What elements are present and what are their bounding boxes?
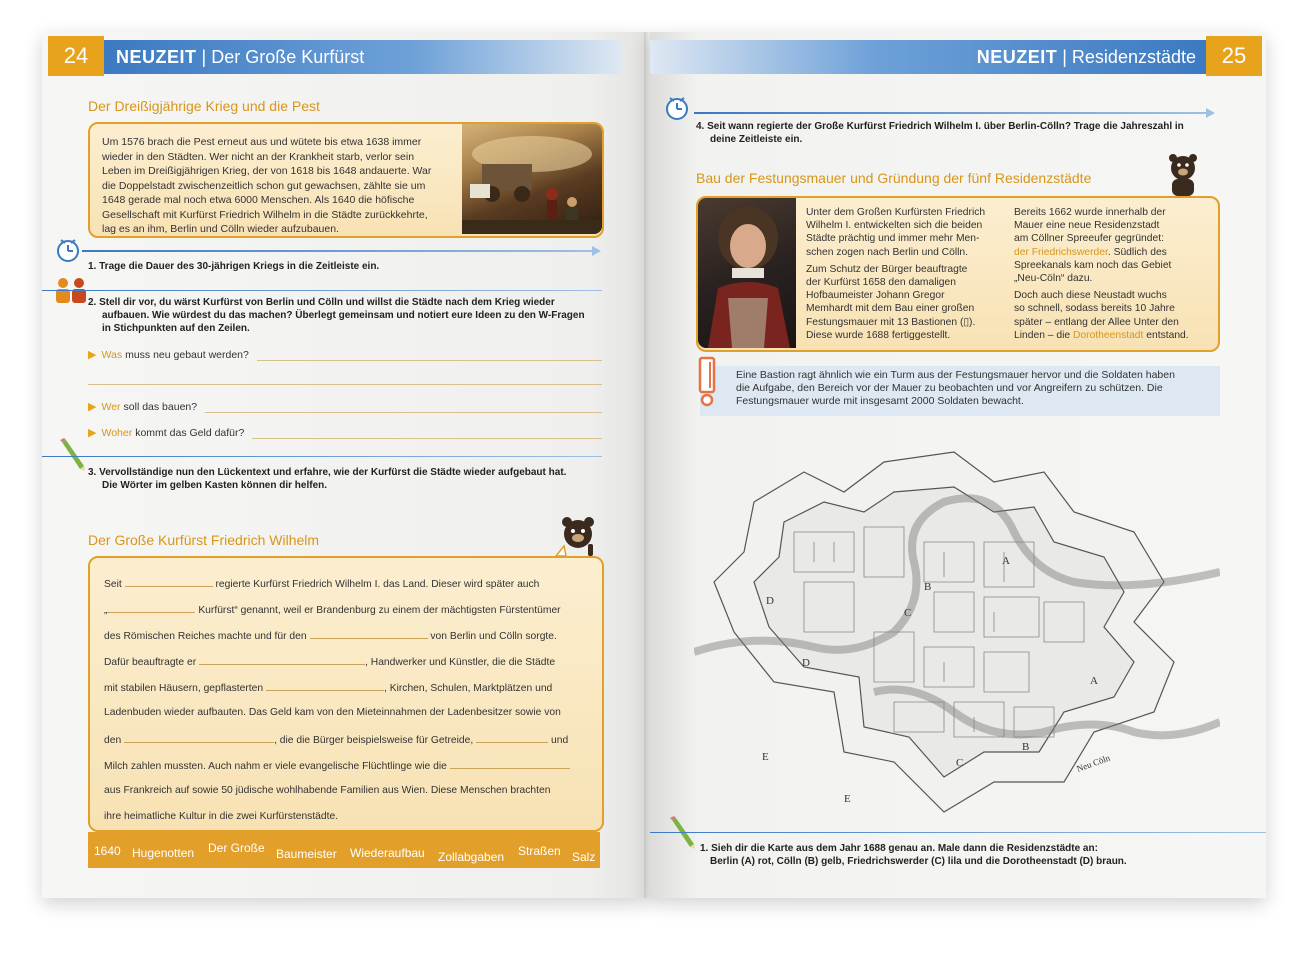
question-woher: ▶ Woher kommt das Geld dafür?: [88, 426, 602, 439]
question-wer: ▶ Wer soll das bauen?: [88, 400, 602, 413]
section-divider: [42, 456, 602, 457]
blank-2[interactable]: [107, 602, 195, 613]
triangle-bullet-icon: ▶: [88, 427, 97, 439]
map-label: D: [766, 595, 774, 607]
map-label: E: [844, 793, 851, 805]
header-section: NEUZEIT: [116, 46, 197, 67]
map-label: Neu Cöln: [1075, 752, 1112, 774]
timeline-arrow: [1206, 108, 1215, 118]
blank-8[interactable]: [450, 758, 570, 769]
blank-1[interactable]: [125, 576, 213, 587]
festung-col-2: Bereits 1662 wurde innerhalb der Mauer eine neue Residenzstadt am Cöllner Spreeufer gegründet: der Friedrichswerder. Südlich des Spreekanals kam noch das Gebiet „Neu-Cöln“ dazu. Doch auch diese Neustadt wuchs so schnell, sodass bereits 10 Jahre später – entlang der Allee Unter den Linden – die Dorotheenstadt entstand.: [1014, 207, 1189, 341]
map-label: E: [762, 751, 769, 763]
map-label: A: [1002, 555, 1010, 567]
people-icon: [54, 276, 88, 309]
timeline-line: [82, 250, 592, 252]
timeline-line: [694, 112, 1206, 114]
header-title: Der Große Kurfürst: [211, 46, 365, 67]
map-label: D: [802, 657, 810, 669]
page-header: NEUZEIT | Der Große Kurfürst: [102, 40, 622, 74]
pest-text: Um 1576 brach die Pest erneut aus und wütete bis etwa 1638 immer wieder in den Städten. Wer nicht an der Krankheit starb, verlor sein Leben im Dreißigjährigen Krieg, der von 1618 bis 1648 andauerte. War die Doppelstadt zwischenzeitlich schon gut gewachsen, zählte sie um 1648 gerade mal noch etwa 6000 Menschen. Als 1640 die höfische Gesellschaft mit Kurfürst Friedrich Wilhelm in die Städte zurückkehrte, lag es an ihm, Berlin und Cölln wieder aufzubauen.: [102, 136, 432, 235]
highlight-dorotheenstadt: Dorotheenstadt: [1072, 329, 1144, 341]
section-divider: [650, 832, 1266, 833]
bastion-info-text: Eine Bastion ragt ähnlich wie ein Turm aus der Festungsmauer hervor und die Soldaten haben die Aufgabe, den Bereich vor der Mauer zu beobachten und vor Angreifern zu schützen. Die Festungsmauer wurde mit insgesamt 2000 Soldaten bewacht.: [736, 369, 1175, 407]
festung-textbox: [696, 196, 1220, 352]
task-map: 1. Sieh dir die Karte aus dem Jahr 1688 genau an. Male dann die Residenzstädte an: Berlin (A) rot, Cölln (B) gelb, Friedrichswerder (C) lila und die Dorotheenstadt (D) braun.: [700, 843, 1127, 867]
word-bank-item: Baumeister: [276, 847, 337, 861]
answer-line[interactable]: [205, 411, 602, 413]
blank-3[interactable]: [310, 628, 428, 639]
task-3: 3. Vervollständige nun den Lückentext und erfahre, wie der Kurfürst die Städte wieder aufgebaut hat. Die Wörter im gelben Kasten können dir helfen.: [88, 467, 567, 491]
answer-line-extra[interactable]: [88, 384, 602, 385]
blank-7[interactable]: [476, 732, 548, 743]
timeline-arrow: [592, 246, 601, 256]
pest-textbox: [88, 122, 604, 238]
cloze-textbox: Seit regierte Kurfürst Friedrich Wilhelm I. das Land. Dieser wird später auch „ Kurfürst“ genannt, weil er Brandenburg zu einem der mächtigsten Fürstentümer des Römischen Reiches machte und für den von Berlin und Cölln sorgte. Dafür beauftragte er , Handwerker und Künstler, die die Städte mit stabilen Häusern, gepflasterten , Kirchen, Schulen, Marktplätzen und Ladenbuden wieder aufbauten. Das Geld kam von den Mieteinnahmen der Ladenbesitzer sowie von den , die die Bürger beispielsweise für Getreide, und Milch zahlen mussten. Auch nahm er viele evangelische Flüchtlinge wie die aus Frankreich auf sowie 50 jüdische wohlhabende Familien aus Wien. Diese Menschen brachten ihre heimatliche Kultur in die zwei Kurfürstenstädte.: [88, 556, 604, 832]
map-label: B: [924, 581, 932, 593]
task-4: 4. Seit wann regierte der Große Kurfürst Friedrich Wilhelm I. über Berlin-Cölln? Trage die Jahreszahl in deine Zeitleiste ein.: [696, 121, 1184, 145]
clock-icon: [660, 94, 694, 127]
word-bank-item: Straßen: [518, 844, 561, 858]
map-label: A: [1090, 675, 1098, 687]
task-1: 1. Trage die Dauer des 30-jährigen Kriegs in die Zeitleiste ein.: [88, 261, 380, 272]
word-bank-item: Zollabgaben: [438, 850, 505, 864]
heading-kurfuerst: Der Große Kurfürst Friedrich Wilhelm: [88, 532, 320, 548]
blank-6[interactable]: [124, 732, 274, 743]
blank-4[interactable]: [199, 654, 365, 665]
pencil-icon: [666, 816, 696, 855]
question-was: ▶ Was muss neu gebaut werden?: [88, 348, 602, 361]
festung-col-1: Unter dem Großen Kurfürsten Friedrich Wilhelm I. entwickelten sich die beiden Städte prächtig und immer mehr Men- schen zogen nach Berlin und Cölln. Zum Schutz der Bürger beauftragte der Kurfürst 1658 den damaligen Hofbaumeister Johann Gregor Memhardt mit dem Bau einer großen Festungsmauer mit 13 Bastionen (▯). Diese wurde 1688 fertiggestellt.: [806, 207, 986, 341]
portrait-kurfuerst: [698, 198, 796, 348]
clock-icon: [54, 236, 82, 269]
word-bank-item: Salz: [572, 850, 596, 864]
word-bank: [88, 832, 600, 868]
section-divider: [42, 290, 602, 291]
heading-pest: Der Dreißigjährige Krieg und die Pest: [88, 98, 320, 114]
task-2: 2. Stell dir vor, du wärst Kurfürst von Berlin und Cölln und willst die Städte nach dem Krieg wieder aufbauen. Wie würdest du das machen? Überlegt gemeinsam und notiert eure Ideen zu den W-Fragen in Stichpunkten auf den Zeilen.: [88, 297, 585, 334]
map-label: C: [904, 607, 912, 619]
page-number: 25: [1206, 36, 1262, 76]
word-bank-item: Hugenotten: [132, 846, 195, 860]
highlight-friedrichswerder: der Friedrichswerder: [1014, 246, 1108, 258]
bastion-icon: [696, 356, 720, 412]
triangle-bullet-icon: ▶: [88, 401, 97, 413]
map-label: C: [956, 757, 964, 769]
page-header: NEUZEIT | Residenzstädte: [650, 40, 1208, 74]
word-bank-item: Wiederaufbau: [350, 846, 425, 860]
map-label: B: [1022, 741, 1030, 753]
header-section: NEUZEIT: [976, 46, 1058, 67]
answer-line[interactable]: [252, 437, 602, 439]
triangle-bullet-icon: ▶: [88, 349, 97, 361]
word-bank-item: 1640: [94, 844, 121, 858]
bastion-info-box: [700, 366, 1220, 416]
pencil-icon: [56, 438, 86, 477]
page-25: [650, 32, 1266, 898]
header-title: Residenzstädte: [1071, 46, 1196, 67]
blank-5[interactable]: [266, 680, 384, 691]
historic-map-1688: [694, 432, 1220, 818]
page-number: 24: [48, 36, 104, 76]
word-bank-item: Der Große: [208, 841, 265, 855]
heading-festung: Bau der Festungsmauer und Gründung der fünf Residenzstädte: [696, 170, 1092, 186]
plague-painting: [462, 124, 602, 234]
answer-line[interactable]: [257, 359, 602, 361]
page-24: [42, 32, 648, 898]
